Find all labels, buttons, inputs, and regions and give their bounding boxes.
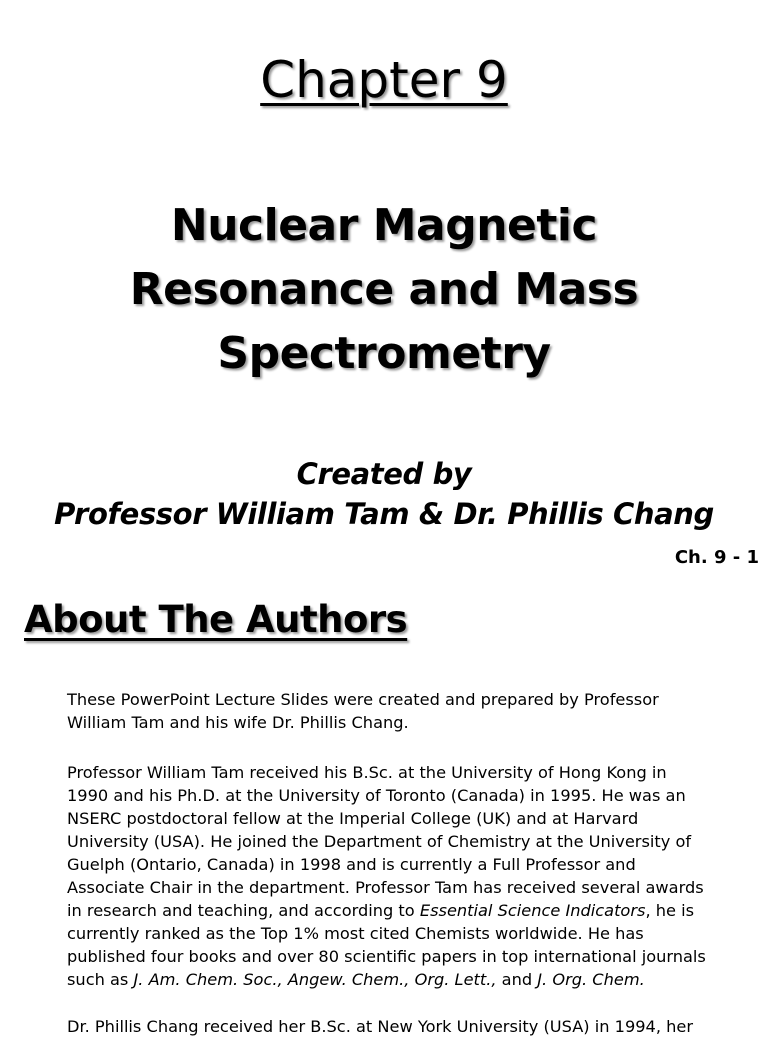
text-line: William Tam and his wife Dr. Phillis Chang. xyxy=(67,713,409,732)
about-heading: About The Authors xyxy=(24,598,408,641)
created-by-label: Created by xyxy=(296,457,472,491)
text-line: Guelph (Ontario, Canada) in 1998 and is currently a Full Professor and xyxy=(67,855,636,874)
text-line: NSERC postdoctoral fellow at the Imperial College (UK) and at Harvard xyxy=(67,809,639,828)
text-line: Professor William Tam received his B.Sc. at the University of Hong Kong in xyxy=(67,763,667,782)
text-line: 1990 and his Ph.D. at the University of Toronto (Canada) in 1995. He was an xyxy=(67,786,686,805)
text-span: and xyxy=(496,970,538,989)
text-line xyxy=(67,968,747,991)
italic-title: Essential Science Indicators xyxy=(419,901,646,920)
paragraph-intro xyxy=(67,688,747,734)
text-span: , he is xyxy=(645,901,695,920)
text-line: published four books and over 80 scientific papers in top international journals xyxy=(67,947,706,966)
text-line: University (USA). He joined the Department of Chemistry at the University of xyxy=(67,832,692,851)
text-span: in research and teaching, and according to xyxy=(67,901,420,920)
chapter-heading-text: Chapter 9 xyxy=(260,51,508,109)
title-line: Nuclear Magnetic xyxy=(170,200,598,251)
credits xyxy=(0,454,768,534)
paragraph-tam-bio xyxy=(67,761,747,991)
chapter-heading xyxy=(0,45,768,115)
slide-number: Ch. 9 - 1 xyxy=(674,547,759,568)
text-line: Associate Chair in the department. Professor Tam has received several awards xyxy=(67,878,704,897)
journal-name: J. Org. Chem. xyxy=(537,970,645,989)
slide-2 xyxy=(0,585,768,1036)
title-line: Resonance and Mass xyxy=(129,264,639,315)
text-line: Dr. Phillis Chang received her B.Sc. at New York University (USA) in 1994, her xyxy=(67,1017,694,1036)
title-line: Spectrometry xyxy=(217,328,551,379)
text-line xyxy=(67,899,747,922)
journal-list: J. Am. Chem. Soc., Angew. Chem., Org. Lett., xyxy=(133,970,497,989)
paragraph-chang-bio xyxy=(67,1015,747,1038)
text-line: These PowerPoint Lecture Slides were created and prepared by Professor xyxy=(67,690,659,709)
text-span: such as xyxy=(67,970,134,989)
slide-title xyxy=(0,194,768,386)
text-line: currently ranked as the Top 1% most cited Chemists worldwide. He has xyxy=(67,924,644,943)
authors-line: Professor William Tam & Dr. Phillis Chang xyxy=(54,497,714,531)
